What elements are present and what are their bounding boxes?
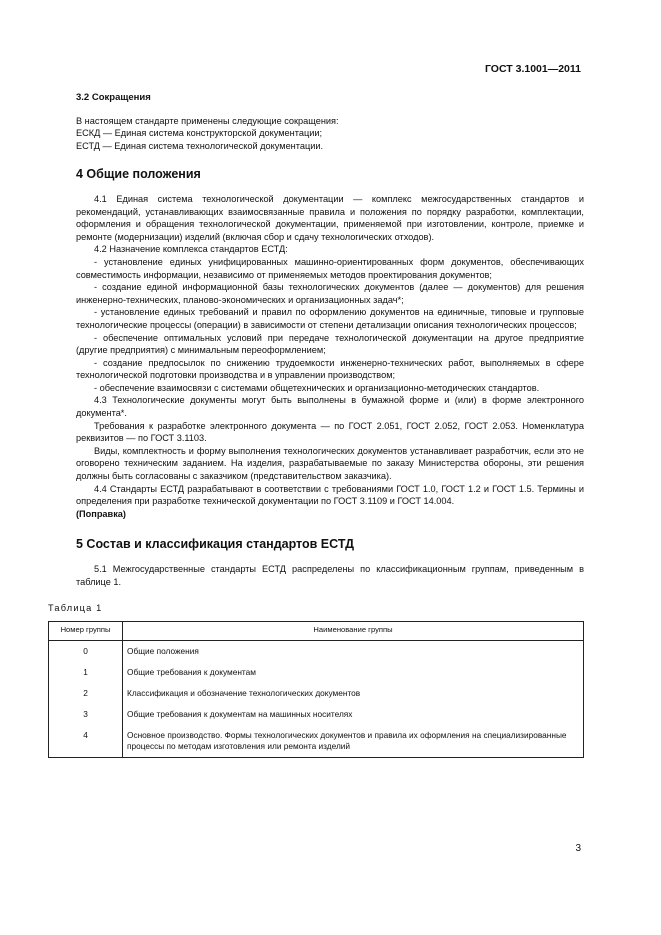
group-number: 2: [49, 681, 123, 702]
group-number: 0: [49, 640, 123, 660]
table-caption: Таблица 1: [48, 603, 103, 614]
list-item: - обеспечение взаимосвязи с системами общетехнических и организационно-методических стандартов.: [94, 382, 540, 393]
header-group-name: Наименование группы: [123, 621, 584, 640]
paragraph-4-4: 4.4 Стандарты ЕСТД разрабатывают в соответствии с требованиями ГОСТ 1.0, ГОСТ 1.2 и ГОСТ 1.5. Термины и определения при разработке технической документации по ГОСТ 3.1109 и ГОСТ 14.004.: [76, 483, 584, 507]
standard-code-header: ГОСТ 3.1001—2011: [484, 63, 581, 75]
paragraph-4-3-electronic: Требования к разработке электронного документа — по ГОСТ 2.051, ГОСТ 2.052, ГОСТ 2.053. Номенклатура реквизитов — по ГОСТ 3.1103.: [76, 420, 584, 444]
table-row: [49, 640, 584, 660]
group-number: 3: [49, 702, 123, 723]
abbrev-estd: ЕСТД — Единая система технологической документации.: [76, 140, 324, 151]
list-item: - установление единых требований и правил по оформлению документов на единичные, типовые и групповые технологические процессы (операции) в зависимости от степени детализации описания технологических процессов;: [76, 307, 584, 330]
group-number: 4: [49, 723, 123, 758]
table-row: [49, 681, 584, 702]
abbrev-eskd: ЕСКД — Единая система конструкторской документации;: [76, 128, 323, 139]
page-number: 3: [575, 843, 581, 854]
group-name: Основное производство. Формы технологических документов и правила их оформления на специализированные процессы по методам изготовления или ремонта изделий: [123, 723, 584, 758]
paragraph-4-3: 4.3 Технологические документы могут быть выполнены в бумажной форме и (или) в форме электронного документа*.: [76, 395, 584, 419]
group-name: Классификация и обозначение технологических документов: [123, 681, 584, 702]
paragraph-4-2: 4.2 Назначение комплекса стандартов ЕСТД:: [94, 244, 288, 255]
header-group-number: Номер группы: [49, 621, 123, 640]
table-header-row: [49, 621, 584, 640]
group-number: 1: [49, 660, 123, 681]
paragraph-5-1: 5.1 Межгосударственные стандарты ЕСТД распределены по классификационным группам, приведенным в таблице 1.: [76, 564, 584, 587]
abbrev-intro: В настоящем стандарте применены следующие сокращения:: [76, 115, 339, 126]
section-5-title: 5 Состав и классификация стандартов ЕСТД: [76, 537, 355, 552]
group-name: Общие требования к документам: [123, 660, 584, 681]
table-row: [49, 660, 584, 681]
paragraph-4-1: 4.1 Единая система технологической документации — комплекс межгосударственных стандартов и рекомендаций, устанавливающих взаимосвязанные правила и положения по порядку разработки, комплектации, оформления и обращения технологической документации, применяемой при изготовлении, контроле, приемке и ремонте (модернизации) изделий (включая сбор и сдачу технологических отходов).: [76, 193, 584, 242]
section-4-title: 4 Общие положения: [76, 167, 201, 182]
table-row: [49, 723, 584, 758]
list-item: - обеспечение оптимальных условий при передаче технологической документации на другое предприятие (другие предприятия) с минимальным переоформлением;: [76, 332, 584, 356]
list-item: - установление единых унифицированных машинно-ориентированных форм документов, обеспечивающих совместимость информации, независимо от применяемых методов проектирования документов;: [76, 256, 584, 280]
paragraph-4-3-types: Виды, комплектность и форму выполнения технологических документов устанавливает разработчик, если это не оговорено техническим заданием. На изделия, разрабатываемые по заказу Министерства обороны, эти решения должны быть согласованы с заказчиком (представительством заказчика).: [76, 445, 584, 482]
group-name: Общие требования к документам на машинных носителях: [123, 702, 584, 723]
table-row: [49, 702, 584, 723]
groups-table: [48, 621, 584, 758]
list-item: - создание предпосылок по снижению трудоемкости инженерно-технических работ, выполняемых в сфере технологической подготовки производства и в управлении производством;: [76, 357, 584, 381]
list-item: - создание единой информационной базы технологических документов (далее — документов) для решения инженерно-технических, планово-экономических и организационных задач*;: [76, 282, 584, 305]
section-3-2-title: 3.2 Сокращения: [76, 92, 151, 103]
amendment-note: (Поправка): [76, 508, 126, 519]
page-content: [48, 92, 584, 758]
group-name: Общие положения: [123, 640, 584, 660]
